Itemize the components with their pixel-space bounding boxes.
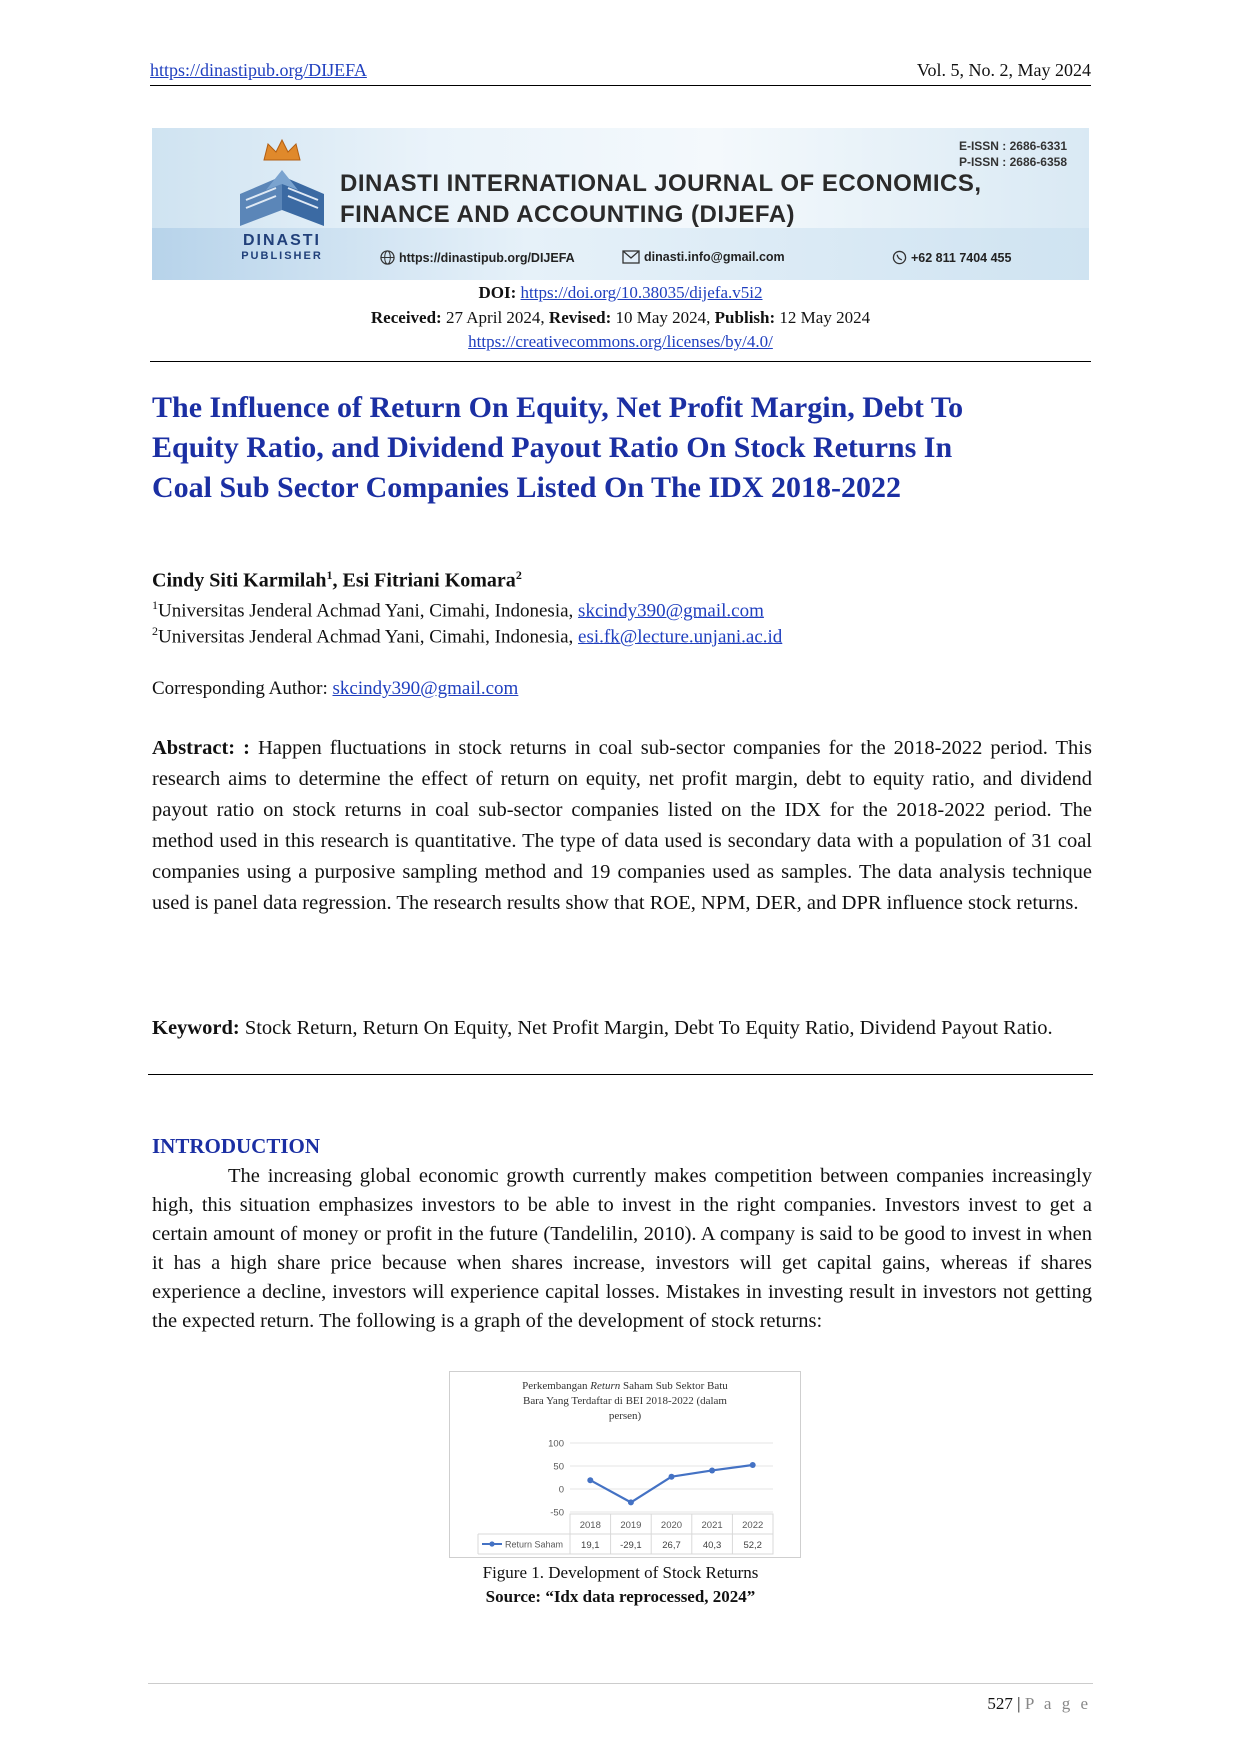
- received-date: 27 April 2024,: [445, 308, 545, 327]
- data-point: [587, 1477, 593, 1483]
- doi-line: [150, 283, 1091, 303]
- keyword-divider: [148, 1074, 1093, 1075]
- doi-label: DOI:: [478, 283, 517, 302]
- eissn: E-ISSN : 2686-6331: [958, 139, 1067, 153]
- article-title-line3: Coal Sub Sector Companies Listed On The IDX 2018-2022: [152, 471, 901, 504]
- y-tick-label: 0: [558, 1484, 564, 1496]
- logo-name: DINASTI: [243, 232, 321, 249]
- page-number-value: 527: [987, 1694, 1013, 1713]
- data-value-label: 26,7: [662, 1540, 681, 1551]
- globe-icon: [380, 250, 395, 265]
- revised-label: Revised:: [548, 308, 612, 327]
- banner-title: [340, 168, 1060, 230]
- banner-phone[interactable]: [892, 250, 1011, 265]
- x-category-label: 2018: [579, 1520, 601, 1531]
- y-tick-label: -50: [550, 1507, 564, 1519]
- chart-title-line1: [522, 1380, 728, 1392]
- chart-title-line2: Bara Yang Terdaftar di BEI 2018-2022 (dalam: [522, 1395, 728, 1407]
- series-line-return-saham: [590, 1465, 752, 1502]
- data-value-label: 52,2: [743, 1540, 762, 1551]
- crown-icon: [262, 138, 302, 162]
- footer-divider: [148, 1683, 1093, 1684]
- page-separator: |: [1017, 1694, 1021, 1713]
- author-2-sup: 2: [515, 568, 522, 582]
- publish-date: 12 May 2024: [779, 308, 871, 327]
- chart-title-part2: Saham Sub Sektor Batu: [620, 1380, 728, 1392]
- legend-label: Return Saham: [505, 1539, 564, 1550]
- volume-info: Vol. 5, No. 2, May 2024: [916, 60, 1091, 80]
- keyword-text: Stock Return, Return On Equity, Net Profit Margin, Debt To Equity Ratio, Dividend Payout Ratio.: [239, 1017, 1053, 1039]
- book-icon: [236, 166, 328, 230]
- affiliation-1-sup: 1: [152, 598, 158, 612]
- y-tick-label: 50: [553, 1461, 564, 1473]
- affiliation-2: [152, 624, 782, 648]
- y-tick-label: 100: [548, 1438, 564, 1450]
- x-category-label: 2020: [660, 1520, 683, 1531]
- chart-title-part1: Perkembangan: [522, 1380, 591, 1392]
- banner-phone-text: +62 811 7404 455: [911, 250, 1012, 265]
- page-number: [987, 1694, 1091, 1714]
- keywords: [152, 1013, 1092, 1043]
- data-value-label: 19,1: [581, 1540, 600, 1551]
- chart-title-italic: Return: [590, 1380, 621, 1392]
- figure-source: Source: “Idx data reprocessed, 2024”: [485, 1587, 756, 1606]
- banner-title-line1: DINASTI INTERNATIONAL JOURNAL OF ECONOMICS,: [340, 170, 982, 197]
- keyword-label: Keyword:: [152, 1017, 240, 1039]
- corresponding-email[interactable]: skcindy390@gmail.com: [332, 678, 519, 699]
- article-title: [152, 388, 1092, 508]
- author-2: Esi Fitriani Komara: [342, 569, 516, 592]
- legend-marker: [489, 1541, 494, 1546]
- figure-1: [449, 1371, 801, 1558]
- banner-website-text: https://dinastipub.org/DIJEFA: [399, 250, 575, 265]
- authors: [152, 568, 522, 593]
- data-point: [669, 1474, 675, 1480]
- x-category-label: 2021: [701, 1520, 723, 1531]
- author-separator: ,: [332, 569, 343, 592]
- section-heading-introduction: INTRODUCTION: [152, 1134, 321, 1158]
- journal-url-link[interactable]: https://dinastipub.org/DIJEFA: [150, 60, 367, 80]
- banner-website[interactable]: [380, 250, 575, 265]
- corresponding-label: Corresponding Author:: [152, 678, 333, 699]
- affiliation-2-text: Universitas Jenderal Achmad Yani, Cimahi, Indonesia,: [158, 626, 579, 648]
- data-point: [750, 1462, 756, 1468]
- x-category-label: 2022: [742, 1520, 764, 1531]
- banner-email[interactable]: [622, 250, 785, 264]
- pissn: P-ISSN : 2686-6358: [958, 155, 1067, 169]
- corresponding-author: [152, 678, 518, 700]
- whatsapp-icon: [892, 250, 907, 265]
- affiliation-1-email[interactable]: skcindy390@gmail.com: [578, 600, 764, 622]
- abstract-label: Abstract: :: [152, 737, 250, 759]
- affiliation-2-sup: 2: [152, 624, 158, 638]
- logo-subtitle: PUBLISHER: [241, 250, 323, 262]
- banner-title-line2: FINANCE AND ACCOUNTING (DIJEFA): [340, 201, 796, 228]
- introduction-body: [152, 1162, 1092, 1336]
- data-point: [709, 1467, 715, 1473]
- banner-email-text: dinasti.info@gmail.com: [644, 250, 785, 264]
- license-line: [150, 332, 1091, 352]
- issn-block: [959, 138, 1067, 170]
- data-value-label: -29,1: [620, 1540, 642, 1551]
- figure-caption: Figure 1. Development of Stock Returns: [482, 1563, 759, 1582]
- dates-line: [150, 308, 1091, 328]
- article-title-line1: The Influence of Return On Equity, Net Profit Margin, Debt To: [152, 391, 964, 424]
- publisher-logo: [222, 138, 342, 262]
- revised-date: 10 May 2024,: [615, 308, 711, 327]
- affiliation-1: [152, 598, 764, 622]
- mail-icon: [622, 250, 640, 264]
- received-label: Received:: [370, 308, 442, 327]
- affiliation-2-email[interactable]: esi.fk@lecture.unjani.ac.id: [578, 626, 783, 648]
- page-word: P a g e: [1024, 1694, 1091, 1713]
- affiliation-1-text: Universitas Jenderal Achmad Yani, Cimahi, Indonesia,: [158, 600, 579, 622]
- data-point: [628, 1499, 634, 1505]
- header-divider: [150, 85, 1091, 86]
- author-1-sup: 1: [326, 568, 333, 582]
- journal-banner: [152, 128, 1089, 280]
- introduction-paragraph: The increasing global economic growth currently makes competition between companies increasingly high, this situation emphasizes investors to be able to invest in the right companies. Investors invest to get a certain amount of money or profit in the future (Tandelilin, 2010). A company is said to be good to invest in when it has a high share price because when shares increase, investors will get capital gains, whereas if shares experience a decline, investors will experience capital losses. Mistakes in investing result in investors not getting the expected return. The following is a graph of the development of stock returns:: [152, 1165, 1092, 1332]
- publish-label: Publish:: [714, 308, 776, 327]
- x-category-label: 2019: [620, 1520, 642, 1531]
- article-title-line2: Equity Ratio, and Dividend Payout Ratio On Stock Returns In: [152, 431, 953, 464]
- chart-title-line3: persen): [608, 1410, 642, 1422]
- abstract: [152, 733, 1092, 919]
- doi-link[interactable]: https://doi.org/10.38035/dijefa.v5i2: [520, 283, 763, 302]
- meta-divider: [150, 361, 1091, 362]
- abstract-text: Happen fluctuations in stock returns in coal sub-sector companies for the 2018-2022 period. This research aims to determine the effect of return on equity, net profit margin, debt to equity ratio, and dividend payout ratio on stock returns in coal sub-sector companies listed on the IDX for the 2018-2022 period. The method used in this research is quantitative. The type of data used is secondary data with a population of 31 coal companies using a purposive sampling method and 19 companies used as samples. The data analysis technique used is panel data regression. The research results show that ROE, NPM, DER, and DPR influence stock returns.: [152, 737, 1092, 914]
- author-1: Cindy Siti Karmilah: [152, 569, 327, 592]
- stock-return-chart: [450, 1372, 800, 1557]
- license-link[interactable]: https://creativecommons.org/licenses/by/4.0/: [468, 332, 773, 351]
- data-value-label: 40,3: [702, 1540, 722, 1551]
